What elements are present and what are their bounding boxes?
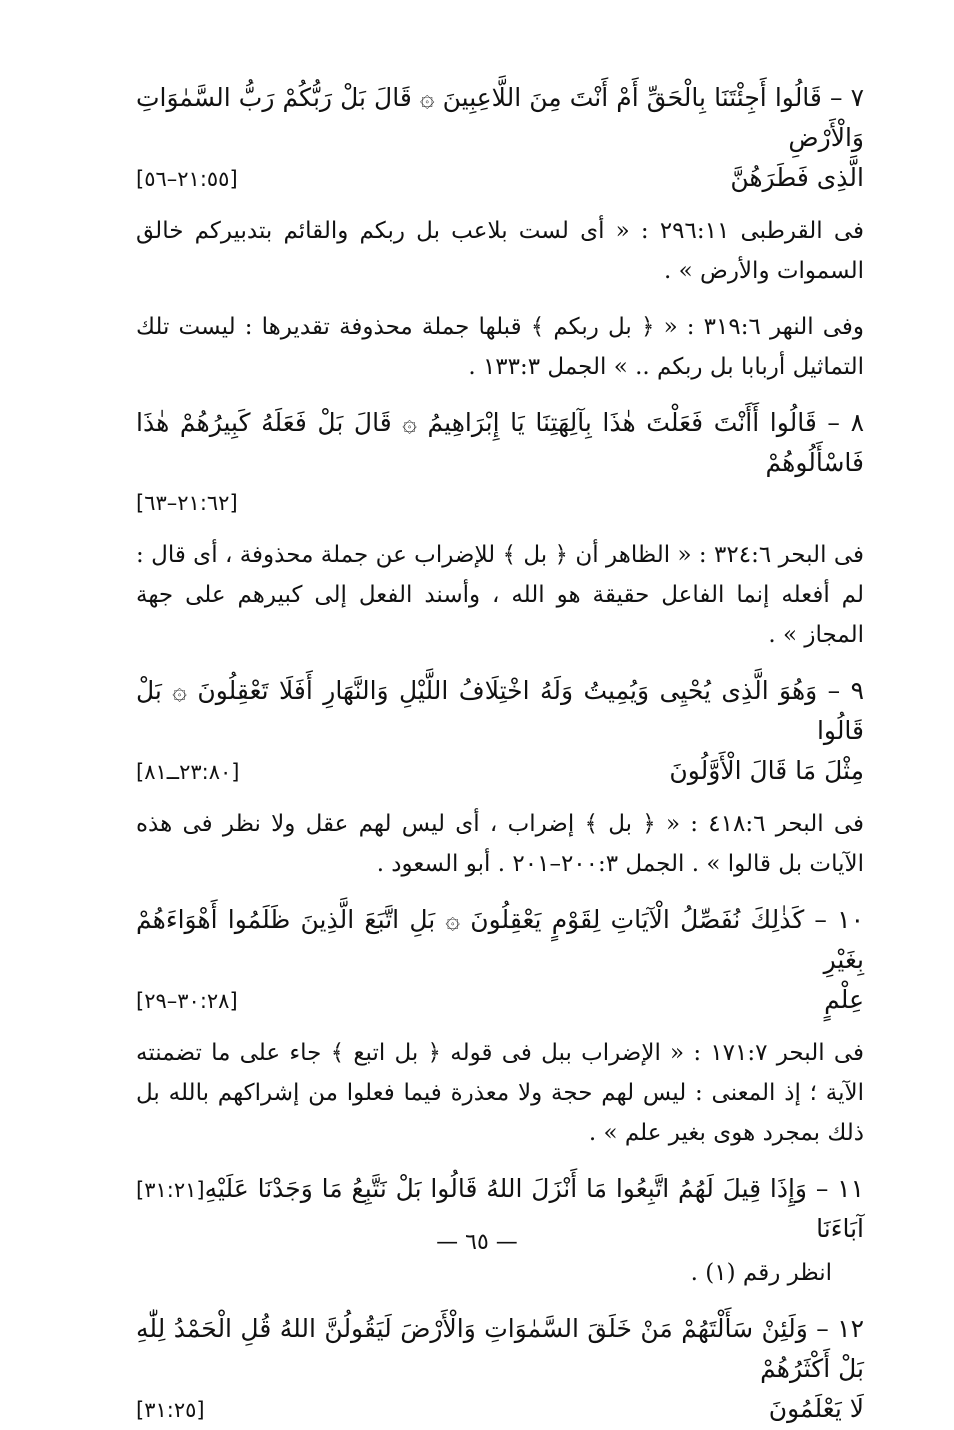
entry-7 bbox=[136, 78, 864, 291]
verse-reference: [٣٠:٢٨–٢٩] bbox=[136, 989, 238, 1013]
verse-reference: [٢٣:٨٠ــ٨١] bbox=[136, 760, 240, 784]
verse-ref-line bbox=[136, 483, 864, 523]
verse-line: ١٢ – وَلَئِنْ سَأَلْتَهُمْ مَنْ خَلَقَ السَّمٰوَاتِ وَالْأَرْضَ لَيَقُولُنَّ اللهُ قُلِ الْحَمْدُ لِلّٰهِ بَلْ أَكْثَرُهُمْ bbox=[136, 1314, 864, 1383]
commentary: وفى النهر ٣١٩:٦ : « ﴿ بل ربكم ﴾ قبلها جملة محذوفة تقديرها : ليست تلك التماثيل أربابا بل ربكم .. » الجمل ١٣٣:٣ . bbox=[136, 314, 864, 380]
entry-12 bbox=[136, 1309, 864, 1430]
verse-reference: [٢١:٦٢–٦٣] bbox=[136, 491, 238, 515]
commentary: انظر رقم (١) . bbox=[690, 1260, 832, 1286]
verse-line-continued: الَّذِى فَطَرَهُنَّ bbox=[730, 163, 864, 192]
entry-10 bbox=[136, 900, 864, 1153]
entry-9 bbox=[136, 671, 864, 884]
page-number: — ٦٥ — bbox=[436, 1230, 518, 1255]
verse-line-continued: مِثْلَ مَا قَالَ الْأَوَّلُونَ bbox=[669, 756, 864, 785]
verse-line: ٩ – وَهُوَ الَّذِى يُحْيِى وَيُمِيتُ وَلَهُ اخْتِلَافُ اللَّيْلِ وَالنَّهَارِ أَفَلَا تَعْقِلُونَ ۞ بَلْ قَالُوا bbox=[136, 676, 864, 745]
verse-reference: [٢١:٥٥–٥٦] bbox=[136, 167, 238, 191]
verse-line: ٧ – قَالُوا أَجِئْتَنَا بِالْحَقِّ أَمْ أَنْتَ مِنَ اللَّاعِبِينَ ۞ قَالَ بَلْ رَبُّكُمْ رَبُّ السَّمٰوَاتِ وَالْأَرْضِ bbox=[136, 83, 864, 152]
commentary: فى القرطبى ٢٩٦:١١ : « أى لست بلاعب بل ربكم والقائم بتدبيركم خالق السموات والأرض » . bbox=[136, 218, 864, 284]
verse-ref-line bbox=[136, 158, 864, 199]
commentary: فى البحر ١٧١:٧ : « الإضراب ببل فى قوله ﴿ بل اتبع ﴾ جاء على ما تضمنته الآية ؛ إذ المعنى : ليس لهم حجة ولا معذرة فيما فعلوا من إشراكهم بالله بل ذلك بمجرد هوى بغير علم » . bbox=[136, 1040, 864, 1146]
commentary: فى البحر ٣٢٤:٦ : « الظاهر أن ﴿ بل ﴾ للإضراب عن جملة محذوفة ، أى قال : لم أفعله إنما الفاعل حقيقة هو الله ، وأسند الفعل إلى كبيرهم على جهة المجاز » . bbox=[136, 542, 864, 648]
verse-ref-line bbox=[136, 1389, 864, 1430]
verse-reference: [٣١:٢١] bbox=[136, 1178, 205, 1202]
verse-line-continued: لَا يَعْلَمُونَ bbox=[768, 1394, 864, 1423]
page-content bbox=[136, 78, 864, 1430]
verse-line: ٨ – قَالُوا أَأَنْتَ فَعَلْتَ هٰذَا بِآلِهَتِنَا يَا إِبْرَاهِيمُ ۞ قَالَ بَلْ فَعَلَهُ كَبِيرُهُمْ هٰذَا فَاسْأَلُوهُمْ bbox=[136, 408, 864, 477]
entry-8 bbox=[136, 403, 864, 655]
verse-ref-line bbox=[136, 980, 864, 1021]
verse-line: ١١ – وَإِذَا قِيلَ لَهُمُ اتَّبِعُوا مَا أَنْزَلَ اللهُ قَالُوا بَلْ نَتَّبِعُ مَا وَجَدْنَا عَلَيْهِ آبَاءَنَا bbox=[204, 1174, 864, 1243]
verse-ref-line bbox=[136, 751, 864, 792]
verse-reference: [٣١:٢٥] bbox=[136, 1398, 205, 1422]
verse-line: ١٠ – كَذٰلِكَ نُفَصِّلُ الْآيَاتِ لِقَوْمٍ يَعْقِلُونَ ۞ بَلِ اتَّبَعَ الَّذِينَ ظَلَمُوا أَهْوَاءَهُمْ بِغَيْرِ bbox=[136, 905, 864, 974]
entry-nahr-note bbox=[136, 307, 864, 387]
commentary: فى البحر ٤١٨:٦ : « ﴿ بل ﴾ إضراب ، أى ليس لهم عقل ولا نظر فى هذه الآيات بل قالوا » . الجمل ٢٠٠:٣–٢٠١ . أبو السعود . bbox=[136, 811, 864, 877]
verse-line-continued: عِلْمٍ bbox=[824, 985, 864, 1014]
